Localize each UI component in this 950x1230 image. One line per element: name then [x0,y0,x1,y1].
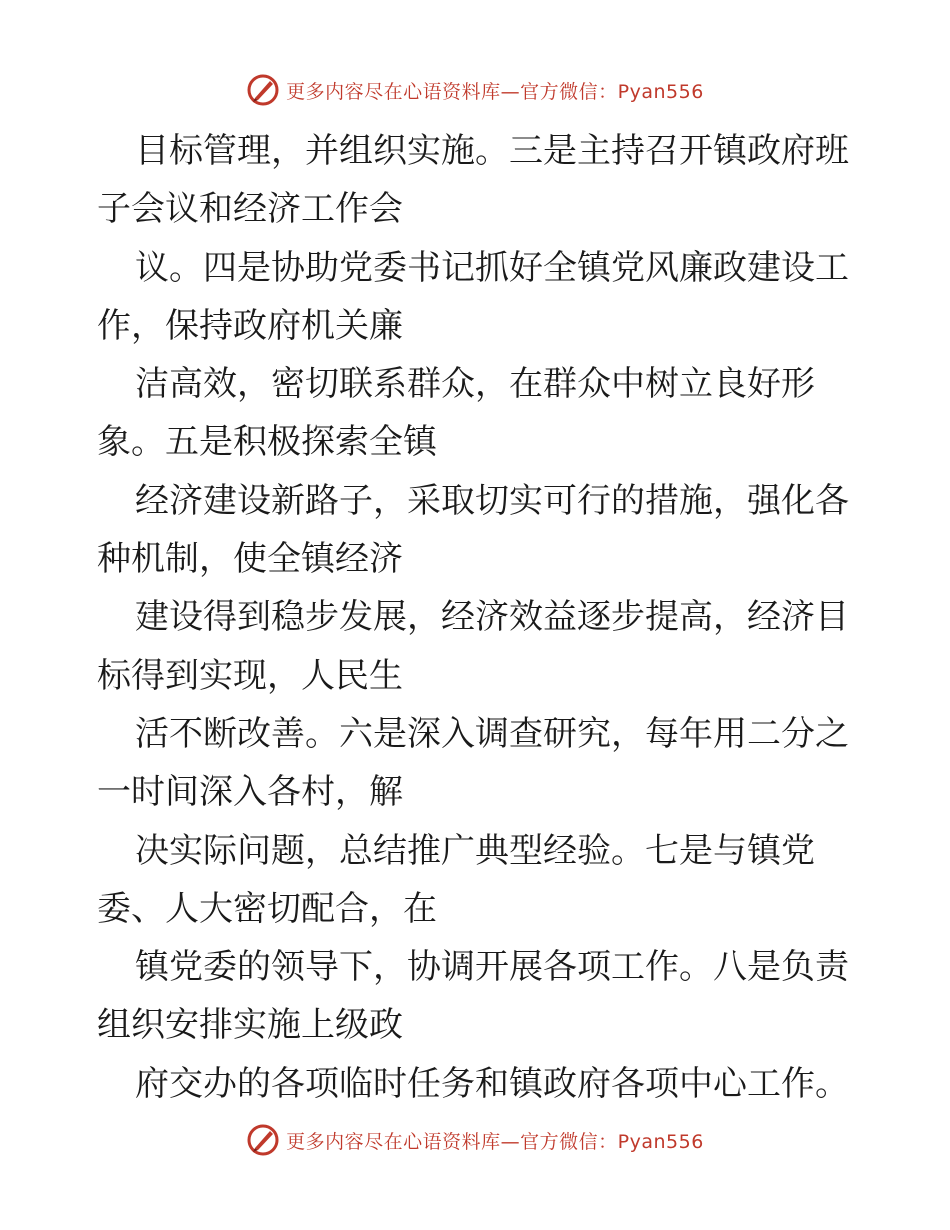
document-body [97,122,857,1113]
text-line: 府交办的各项临时任务和镇政府各项中心工作。 [135,1063,849,1104]
footer-banner-text: 更多内容尽在心语资料库—官方微信：Pyan556 [286,1130,704,1153]
text-line: 一时间深入各村，解 [97,772,403,813]
text-line: 镇党委的领导下，协调开展各项工作。八是负责 [135,947,849,988]
text-line: 活不断改善。六是深入调查研究，每年用二分之 [135,713,849,754]
text-line: 作，保持政府机关廉 [97,305,403,346]
footer-banner [0,1118,950,1162]
text-line: 洁高效，密切联系群众，在群众中树立良好形 [135,364,815,405]
header-banner [0,68,950,112]
text-line: 象。五是积极探索全镇 [97,422,437,463]
text-line: 子会议和经济工作会 [97,189,403,230]
pen-nib-logo-icon [246,73,280,107]
text-line: 种机制，使全镇经济 [97,539,403,580]
text-line: 委、人大密切配合，在 [97,888,437,929]
pen-nib-logo-icon [246,1123,280,1157]
header-banner-text: 更多内容尽在心语资料库—官方微信：Pyan556 [286,80,704,103]
text-line: 目标管理，并组织实施。三是主持召开镇政府班 [135,131,849,171]
text-line: 建设得到稳步发展，经济效益逐步提高，经济目 [135,597,849,638]
text-line: 组织安排实施上级政 [97,1005,403,1046]
text-line: 议。四是协助党委书记抓好全镇党风廉政建设工 [135,247,849,288]
text-line: 经济建设新路子，采取切实可行的措施，强化各 [135,480,849,521]
text-line: 标得到实现，人民生 [97,655,403,696]
text-line: 决实际问题，总结推广典型经验。七是与镇党 [135,830,815,871]
